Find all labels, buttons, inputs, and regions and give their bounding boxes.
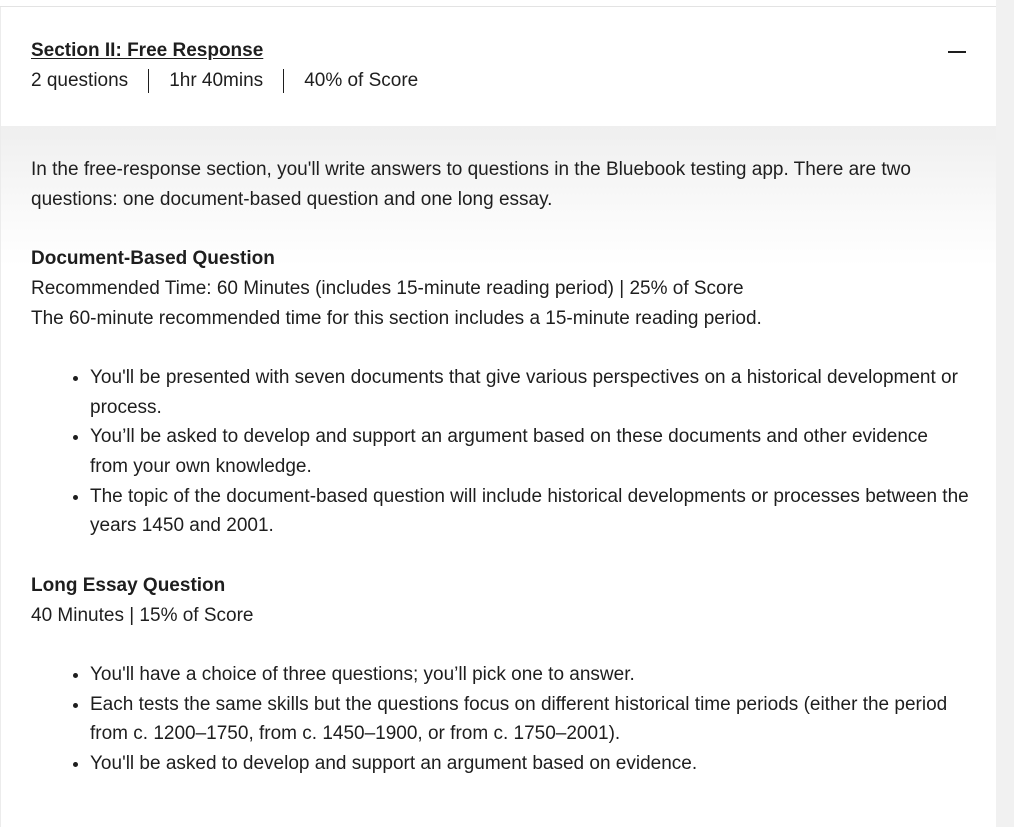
list-item: • You'll have a choice of three questions; you’ll pick one to answer. xyxy=(90,660,971,690)
question-count: 2 questions xyxy=(31,70,129,91)
accordion-body xyxy=(0,126,996,827)
list-item: • The topic of the document-based question will include historical developments or processes between the years 1450 and 2001. xyxy=(90,482,971,541)
section-duration: 1hr 40mins xyxy=(148,69,283,93)
leq-bullet-list xyxy=(31,660,971,779)
dbq-time: Recommended Time: 60 Minutes (includes 15-minute reading period) | 25% of Score xyxy=(31,277,744,299)
list-item: • You'll be presented with seven documents that give various perspectives on a historical development or process. xyxy=(90,363,971,422)
leq-heading: Long Essay Question xyxy=(31,574,226,596)
scrollbar-track[interactable] xyxy=(996,0,1014,827)
list-item: • You’ll be asked to develop and support an argument based on these documents and other evidence from your own knowledge. xyxy=(90,422,971,481)
list-item: • Each tests the same skills but the questions focus on different historical time periods (either the period from c. 1200–1750, from c. 1450–1900, or from c. 1750–2001). xyxy=(90,690,971,749)
minus-icon xyxy=(948,51,966,53)
dbq-note: The 60-minute recommended time for this section includes a 15-minute reading period. xyxy=(31,307,762,329)
section-title[interactable]: Section II: Free Response xyxy=(31,40,264,61)
section-meta xyxy=(31,69,438,93)
dbq-bullet-list xyxy=(31,363,971,541)
accordion-header[interactable] xyxy=(0,7,996,126)
list-item: • You'll be asked to develop and support an argument based on evidence. xyxy=(90,749,971,779)
dbq-heading: Document-Based Question xyxy=(31,248,275,270)
section-content xyxy=(31,155,971,808)
collapse-button[interactable] xyxy=(946,41,968,63)
leq-time: 40 Minutes | 15% of Score xyxy=(31,604,254,626)
intro-paragraph: In the free-response section, you'll write answers to questions in the Bluebook testing app. There are two questions: one document-based question and one long essay. xyxy=(31,159,911,210)
score-weight: 40% of Score xyxy=(283,69,438,93)
